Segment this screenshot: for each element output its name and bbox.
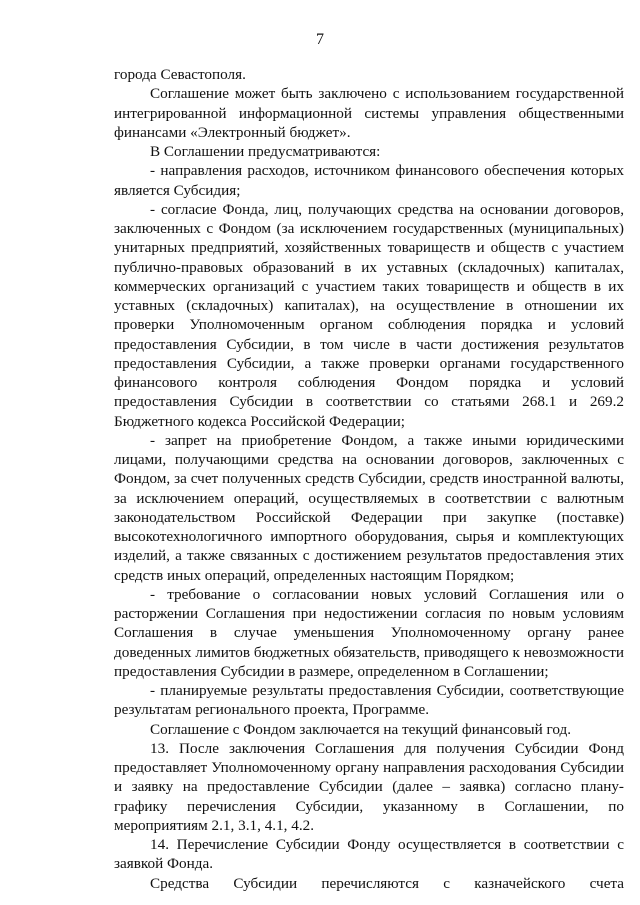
paragraph-current-year: Соглашение с Фондом заключается на текущий финансовый год. (150, 720, 572, 738)
page-number: 7 (316, 31, 324, 48)
document-body (114, 65, 624, 893)
paragraph-clause-13: 13. После заключения Соглашения для получения Субсидии Фонд предоставляет Уполномоченному органу направления расходования Субсидии и заявку на предоставление Субсидии (далее – заявка) согласно плану-графику перечисления Субсидии, указанному в Соглашении, по мероприятиям 2.1, 3.1, 4.1, 4.2. (114, 739, 624, 834)
list-item-new-conditions: - требование о согласовании новых условий Соглашения или о расторжении Соглашения при недостижении согласия по новым условиям Соглашения в случае уменьшения Уполномоченному органу ранее доведенных лимитов бюджетных обязательств, приводящего к невозможности предоставления Субсидии в размере, определенном в Соглашении; (114, 585, 624, 680)
list-item-planned-results: - планируемые результаты предоставления Субсидии, соответствующие результатам регионального проекта, Программе. (114, 682, 624, 719)
paragraph-electronic-budget: Соглашение может быть заключено с использованием государственной интегрированной информационной системы управления общественными финансами «Электронный бюджет». (114, 85, 624, 141)
list-item-currency-prohibition: - запрет на приобретение Фондом, а также иными юридическими лицами, получающими средства на основании договоров, заключенных с Фондом, за счет полученных средств Субсидии, средств иностранной валюты, за исключением операций, осуществляемых в соответствии с валютным законодательством Российской Федерации при закупке (поставке) высокотехнологичного импортного оборудования, сырья и комплектующих изделий, а также связанных с достижением результатов предоставления этих средств иных операций, определенных настоящим Порядком; (114, 431, 624, 584)
list-item-consent-inspection: - согласие Фонда, лиц, получающих средства на основании договоров, заключенных с Фондом (за исключением государственных (муниципальных) унитарных предприятий, хозяйственных товариществ и обществ с участием публично-правовых образований в их уставных (складочных) капиталах, коммерческих организаций с участием таких товариществ и обществ в их уставных (складочных) капиталах), на осуществление в отношении их проверки Уполномоченным органом соблюдения порядка и условий предоставления Субсидии, в том числе в части достижения результатов предоставления Субсидии, а также проверки органами государственного финансового контроля соблюдения Фондом порядка и условий предоставления Субсидии в соответствии со статьями 268.1 и 269.2 Бюджетного кодекса Российской Федерации; (114, 200, 624, 430)
paragraph-clause-14: 14. Перечисление Субсидии Фонду осуществляется в соответствии с заявкой Фонда. (114, 836, 624, 873)
list-item-expense-directions: - направления расходов, источником финансового обеспечения которых является Субсидия; (114, 162, 624, 199)
paragraph-city-continuation: города Севастополя. (114, 66, 246, 83)
paragraph-agreement-provides: В Соглашении предусматриваются: (150, 143, 381, 160)
paragraph-funds-transfer: Средства Субсидии перечисляются с казначейского счета (150, 874, 624, 892)
